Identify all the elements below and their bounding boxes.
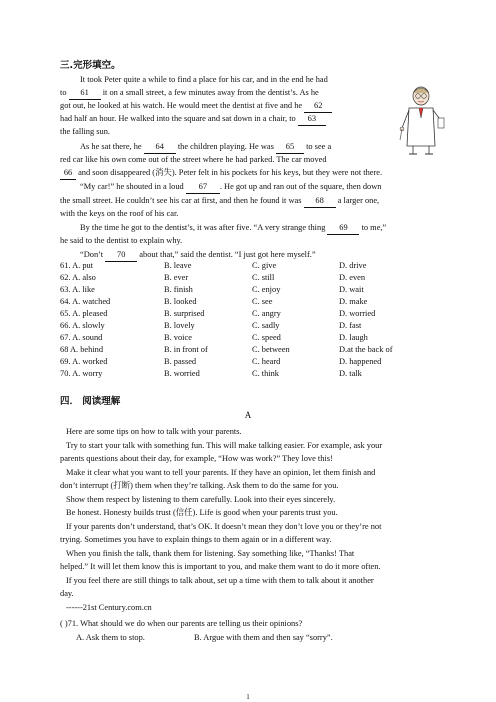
question-71: ( )71. What should we do when our parents are telling us their opinions? bbox=[60, 619, 303, 628]
reading-line: helped.” It will let them know this is important to you, and make them want to do it more often. bbox=[60, 562, 381, 571]
cloze-line: As he sat there, he 64 the children playing. He was 65 to see a bbox=[80, 140, 331, 154]
reading-line: don’t interrupt (打断) them when they’re talking. Ask them to do the same for you. bbox=[60, 481, 339, 490]
blank-67[interactable]: 67 bbox=[186, 180, 220, 194]
blank-62[interactable]: 62 bbox=[304, 99, 332, 113]
worksheet-page: 三.完形填空。 It took Peter quite a while to find a place for his car, and in the end he had to 61 it on a small street, a few minutes away from the dentist’s. As he got out, he looked at his watch. He would meet the dentist at five and he 62 had half an hour. He walked into the square and sat down in a chair, to 63 the falling sun. As he sat there, he 64 the children playing. He was 65 to see a red car like his own come out of the street where he had parked. The car moved 66 and soon disappeared (消失). Peter felt in his pockets for his keys, but they were not there. “My car!” he shouted in a loud 67 . He got up and ran out of the square, then down the small street. He couldn’t see his car at first, and then he found it was 68 a larger one, with the keys on the roof of his car. By the time he got to the dentist’s, it was after five. “A very strange thing 69 to me,” he said to the dentist to explain why. “Don’t 70 about that,” said the dentist. “I just got here myself.” 61. A. put B. leave C. give D. drive 62. A. also B. ever C. still D. even 63. A. like B. finish C. enjoy D. wait 64. A. watched B. looked C. see D. make 65. A. pleased B. surprised C. angry D. worried 66. A. slowly B. lovely C. sadly D. fast 67. A. sound B. voice C. speed D. laugh 68 A. behind B. in front of C. between D.at the back of 69. A. worked B. passed C. heard D. happened 70. A. worry B. worried C. think D. talk 四． 阅读理解 A Here are some tips on how to talk with your parents. Try to start your talk with something fun. This will make talking easier. For example, ask your parents questions about their day, for example, “How was work?” They love this! Make it clear what you want to tell your parents. If they have an opinion, let them finish and don’t interrupt (打断) them when they’re talking. Ask them to do the same for you. Show them respect by listening to them carefully. Look into their eyes sincerely. Be honest. Honesty builds trust (信任). Life is good when your parents trust you. If your parents don’t understand, that’s OK. It doesn’t mean they don’t love you or they’re not trying. Sometimes you have to explain things to them again or in a different way. When you finish the talk, thank them for listening. Say something like, “Thanks! That helped.” It will let them know this is important to you, and make them want to do it more often. If you feel there are still things to talk about, set up a time with them to talk about it another day. ------21st Century.com.cn ( )71. What should we do when our parents are telling us their opinions? A. Ask them to stop. B. Argue with them and then say “sorry”. 1 bbox=[0, 0, 496, 702]
cloze-line: “Don’t 70 about that,” said the dentist. “I just got here myself.” bbox=[80, 248, 316, 262]
cloze-line: By the time he got to the dentist’s, it was after five. “A very strange thing 69 to me,” bbox=[80, 221, 386, 235]
cloze-line: “My car!” he shouted in a loud 67 . He got up and ran out of the square, then down bbox=[80, 180, 381, 194]
reading-line: day. bbox=[60, 589, 74, 598]
blank-70[interactable]: 70 bbox=[105, 248, 137, 262]
question-71-option-b[interactable]: B. Argue with them and then say “sorry”. bbox=[194, 633, 333, 642]
cloze-line: red car like his own come out of the street where he had parked. The car moved bbox=[60, 155, 327, 164]
blank-61[interactable]: 61 bbox=[69, 86, 101, 100]
reading-line: If you feel there are still things to talk about, set up a time with them to talk about it another bbox=[66, 576, 374, 585]
cloze-line: the falling sun. bbox=[60, 127, 111, 136]
reading-line: Try to start your talk with something fun. This will make talking easier. For example, ask your bbox=[66, 441, 383, 450]
reading-line: When you finish the talk, thank them for listening. Say something like, “Thanks! That bbox=[66, 549, 355, 558]
cloze-line: 66 and soon disappeared (消失). Peter felt in his pockets for his keys, but they were not there. bbox=[60, 166, 382, 180]
blank-65[interactable]: 65 bbox=[276, 140, 304, 154]
cloze-line: It took Peter quite a while to find a place for his car, and in the end he had bbox=[80, 75, 328, 84]
reading-line: Be honest. Honesty builds trust (信任). Life is good when your parents trust you. bbox=[66, 508, 338, 517]
cloze-line: the small street. He couldn’t see his car at first, and then he found it was 68 a larger one, bbox=[60, 194, 379, 208]
cloze-line: to 61 it on a small street, a few minutes away from the dentist’s. As he bbox=[60, 86, 319, 100]
blank-63[interactable]: 63 bbox=[298, 112, 326, 126]
source-credit: ------21st Century.com.cn bbox=[66, 603, 152, 612]
blank-69[interactable]: 69 bbox=[327, 221, 359, 235]
cloze-line: with the keys on the roof of his car. bbox=[60, 209, 179, 218]
reading-line: If your parents don’t understand, that’s OK. It doesn’t mean they don’t love you or they’re not bbox=[66, 522, 382, 531]
blank-66[interactable]: 66 bbox=[60, 166, 76, 180]
reading-line: Here are some tips on how to talk with your parents. bbox=[66, 427, 242, 436]
question-71-option-a[interactable]: A. Ask them to stop. bbox=[76, 633, 145, 642]
reading-line: Make it clear what you want to tell your parents. If they have an opinion, let them finish and bbox=[66, 468, 376, 477]
passage-label: A bbox=[244, 410, 252, 420]
reading-line: Show them respect by listening to them carefully. Look into their eyes sincerely. bbox=[66, 495, 336, 504]
blank-68[interactable]: 68 bbox=[304, 194, 336, 208]
cloze-line: got out, he looked at his watch. He would meet the dentist at five and he 62 bbox=[60, 99, 332, 113]
blank-64[interactable]: 64 bbox=[144, 140, 176, 154]
section-title-reading: 四． 阅读理解 bbox=[60, 396, 121, 407]
cloze-line: he said to the dentist to explain why. bbox=[60, 236, 183, 245]
reading-line: parents questions about their day, for example, “How was work?” They love this! bbox=[60, 454, 333, 463]
page-number: 1 bbox=[246, 693, 250, 701]
section-title-cloze: 三.完形填空。 bbox=[60, 60, 121, 71]
reading-line: trying. Sometimes you have to explain things to them again or in a different way. bbox=[60, 535, 332, 544]
cloze-line: had half an hour. He walked into the square and sat down in a chair, to 63 bbox=[60, 112, 326, 126]
dentist-icon bbox=[397, 84, 447, 156]
